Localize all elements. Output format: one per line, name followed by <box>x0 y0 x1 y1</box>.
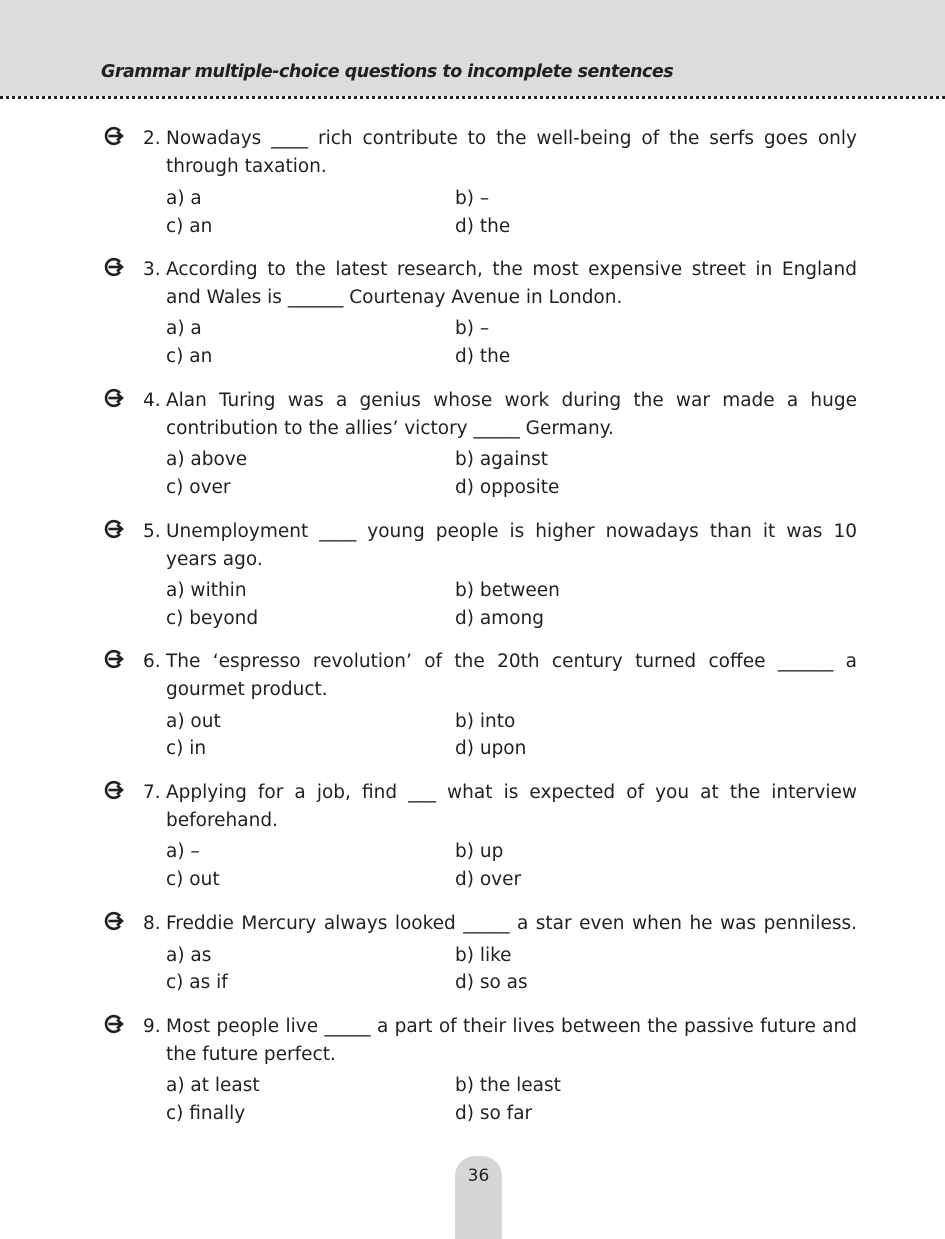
right-arrow-circle-icon <box>104 911 124 931</box>
option-a: a) out <box>166 711 221 732</box>
question-text: Applying for a job, find ___ what is expected of you at the interview beforehand. <box>166 782 857 831</box>
option-d: d) the <box>455 216 511 237</box>
option-a: a) a <box>166 188 202 209</box>
option-a: a) above <box>166 449 248 470</box>
option-c: c) in <box>166 738 207 759</box>
question-text: Freddie Mercury always looked _____ a star even when he was penniless. <box>166 913 857 934</box>
right-arrow-circle-icon <box>104 519 124 539</box>
option-a: a) – <box>166 841 200 862</box>
option-b: b) like <box>455 945 512 966</box>
right-arrow-circle-icon <box>104 257 124 277</box>
page-heading: Grammar multiple-choice questions to incomplete sentences <box>101 62 674 82</box>
question-number: 3. <box>143 259 161 280</box>
option-d: d) upon <box>455 738 527 759</box>
option-c: c) as if <box>166 972 228 993</box>
option-b: b) the least <box>455 1075 561 1096</box>
option-c: c) an <box>166 346 213 367</box>
page-number: 36 <box>467 1166 490 1186</box>
question-text: Alan Turing was a genius whose work during the war made a huge contribution to the allies’ victory _____ Germany. <box>166 390 857 439</box>
question-text: Nowadays ____ rich contribute to the well-being of the serfs goes only through taxation. <box>166 128 857 177</box>
option-c: c) beyond <box>166 608 259 629</box>
option-c: c) finally <box>166 1103 246 1124</box>
option-a: a) a <box>166 318 202 339</box>
question-number: 6. <box>143 651 161 672</box>
option-b: b) between <box>455 580 560 601</box>
option-b: b) into <box>455 711 516 732</box>
option-c: c) over <box>166 477 231 498</box>
right-arrow-circle-icon <box>104 388 124 408</box>
question-number: 4. <box>143 390 161 411</box>
question-text: Most people live _____ a part of their lives between the passive future and the future perfect. <box>166 1016 857 1065</box>
right-arrow-circle-icon <box>104 649 124 669</box>
option-d: d) so far <box>455 1103 533 1124</box>
option-d: d) the <box>455 346 511 367</box>
option-c: c) an <box>166 216 213 237</box>
option-b: b) – <box>455 318 490 339</box>
question-number: 7. <box>143 782 161 803</box>
option-d: d) opposite <box>455 477 560 498</box>
option-a: a) as <box>166 945 212 966</box>
right-arrow-circle-icon <box>104 126 124 146</box>
option-a: a) within <box>166 580 247 601</box>
question-number: 9. <box>143 1016 161 1037</box>
question-text: Unemployment ____ young people is higher nowadays than it was 10 years ago. <box>166 521 857 570</box>
right-arrow-circle-icon <box>104 780 124 800</box>
option-d: d) over <box>455 869 522 890</box>
option-b: b) – <box>455 188 490 209</box>
question-text: According to the latest research, the most expensive street in England and Wales is ______ Courtenay Avenue in London. <box>166 259 857 308</box>
question-number: 2. <box>143 128 161 149</box>
option-c: c) out <box>166 869 220 890</box>
option-b: b) against <box>455 449 549 470</box>
option-d: d) so as <box>455 972 528 993</box>
question-number: 8. <box>143 913 161 934</box>
dotted-divider <box>0 96 945 99</box>
question-text: The ‘espresso revolution’ of the 20th century turned coffee ______ a gourmet product. <box>166 651 857 700</box>
question-number: 5. <box>143 521 161 542</box>
option-a: a) at least <box>166 1075 260 1096</box>
right-arrow-circle-icon <box>104 1014 124 1034</box>
option-d: d) among <box>455 608 544 629</box>
option-b: b) up <box>455 841 504 862</box>
